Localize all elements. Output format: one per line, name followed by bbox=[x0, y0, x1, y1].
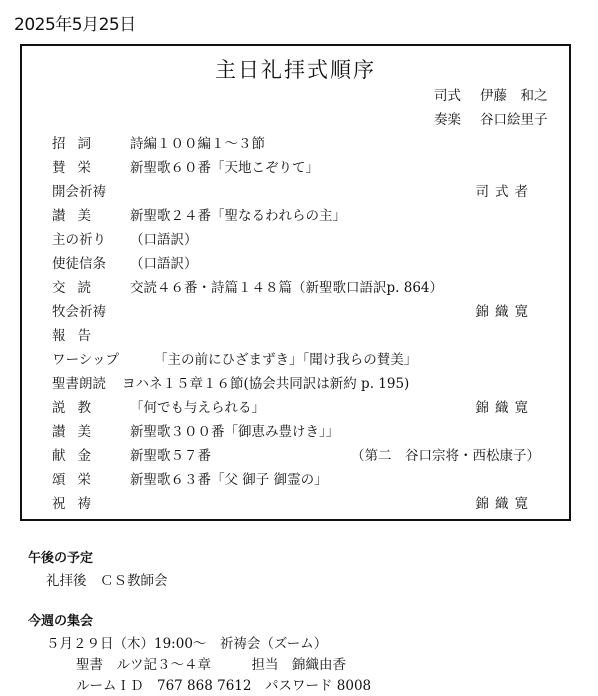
item-label: 献金 bbox=[52, 448, 103, 464]
item-label: 招詞 bbox=[52, 136, 103, 152]
weekly-meeting-line: ５月２９日（木）19:00～ 祈祷会（ズーム） bbox=[46, 636, 328, 652]
organist-name: 谷口絵里子 bbox=[480, 112, 548, 128]
item-label: 報告 bbox=[52, 328, 103, 344]
list-item bbox=[52, 444, 542, 468]
weekly-heading: 今週の集会 bbox=[28, 614, 94, 629]
item-label: 讃美 bbox=[52, 424, 103, 440]
officiant-label: 司式 bbox=[434, 88, 461, 104]
item-label: 聖書朗読 bbox=[52, 376, 106, 392]
item-content: 「何でも与えられる」 bbox=[130, 400, 265, 416]
item-label: 賛栄 bbox=[52, 160, 103, 176]
item-offering-note: （第二 谷口宗将・西松康子） bbox=[351, 448, 540, 464]
weekly-zoom-line: ルームＩＤ 767 868 7612 パスワード 8008 bbox=[76, 678, 372, 694]
order-of-service-box bbox=[20, 44, 571, 521]
list-item bbox=[52, 372, 542, 396]
item-content: ヨハネ１５章１６節(協会共同訳は新約 p. 195) bbox=[122, 376, 410, 392]
organist-line bbox=[434, 108, 548, 128]
list-item bbox=[52, 276, 542, 300]
item-label: 使徒信条 bbox=[52, 256, 106, 272]
list-item bbox=[52, 180, 542, 204]
list-item bbox=[52, 300, 542, 324]
page-title: 主日礼拝式順序 bbox=[215, 58, 376, 82]
item-content: （口語訳） bbox=[130, 232, 198, 248]
item-label: 説教 bbox=[52, 400, 103, 416]
item-content: 「主の前にひざまずき」「聞け我らの賛美」 bbox=[154, 352, 418, 368]
list-item bbox=[52, 420, 542, 444]
list-item bbox=[52, 132, 542, 156]
list-item bbox=[52, 492, 542, 516]
afternoon-line: 礼拝後 ＣＳ教師会 bbox=[46, 573, 168, 589]
item-label: 交読 bbox=[52, 280, 103, 296]
organist-label: 奏楽 bbox=[434, 112, 461, 128]
list-item bbox=[52, 228, 542, 252]
item-content: 交読４６番・詩篇１４８篇（新聖歌口語訳p. 864） bbox=[130, 280, 443, 296]
weekly-scripture-line: 聖書 ルツ記３～４章 担当 錦織由香 bbox=[76, 657, 346, 673]
list-item bbox=[52, 204, 542, 228]
item-content: 新聖歌３００番「御恵み豊けき」」 bbox=[130, 424, 340, 440]
item-label: ワーシップ bbox=[52, 352, 119, 368]
item-label: 開会祈祷 bbox=[52, 184, 106, 200]
item-content: 新聖歌２４番「聖なるわれらの主」 bbox=[130, 208, 346, 224]
afternoon-heading: 午後の予定 bbox=[28, 551, 94, 566]
item-label: 頌栄 bbox=[52, 472, 103, 488]
item-content: （口語訳） bbox=[130, 256, 198, 272]
list-item bbox=[52, 396, 542, 420]
item-label: 讃美 bbox=[52, 208, 103, 224]
list-item bbox=[52, 156, 542, 180]
list-item bbox=[52, 468, 542, 492]
item-content: 新聖歌６０番「天地こぞりて」 bbox=[130, 160, 319, 176]
list-item bbox=[52, 252, 542, 276]
item-label: 牧会祈祷 bbox=[52, 304, 106, 320]
item-label: 主の祈り bbox=[52, 232, 106, 248]
list-item bbox=[52, 324, 542, 348]
item-leader: 錦織寛 bbox=[475, 496, 534, 512]
item-content: 新聖歌５７番 bbox=[130, 448, 211, 464]
item-leader: 錦織寛 bbox=[475, 400, 534, 416]
item-leader: 司式者 bbox=[475, 184, 534, 200]
item-leader: 錦織寛 bbox=[475, 304, 534, 320]
officiant-name: 伊藤 和之 bbox=[480, 88, 548, 104]
list-item bbox=[52, 348, 542, 372]
service-date: 2025年5月25日 bbox=[14, 15, 136, 35]
officiant-line bbox=[434, 84, 548, 104]
item-label: 祝祷 bbox=[52, 496, 103, 512]
item-content: 新聖歌６３番「父 御子 御霊の」 bbox=[130, 472, 328, 488]
item-content: 詩編１００編１～３節 bbox=[130, 136, 265, 152]
